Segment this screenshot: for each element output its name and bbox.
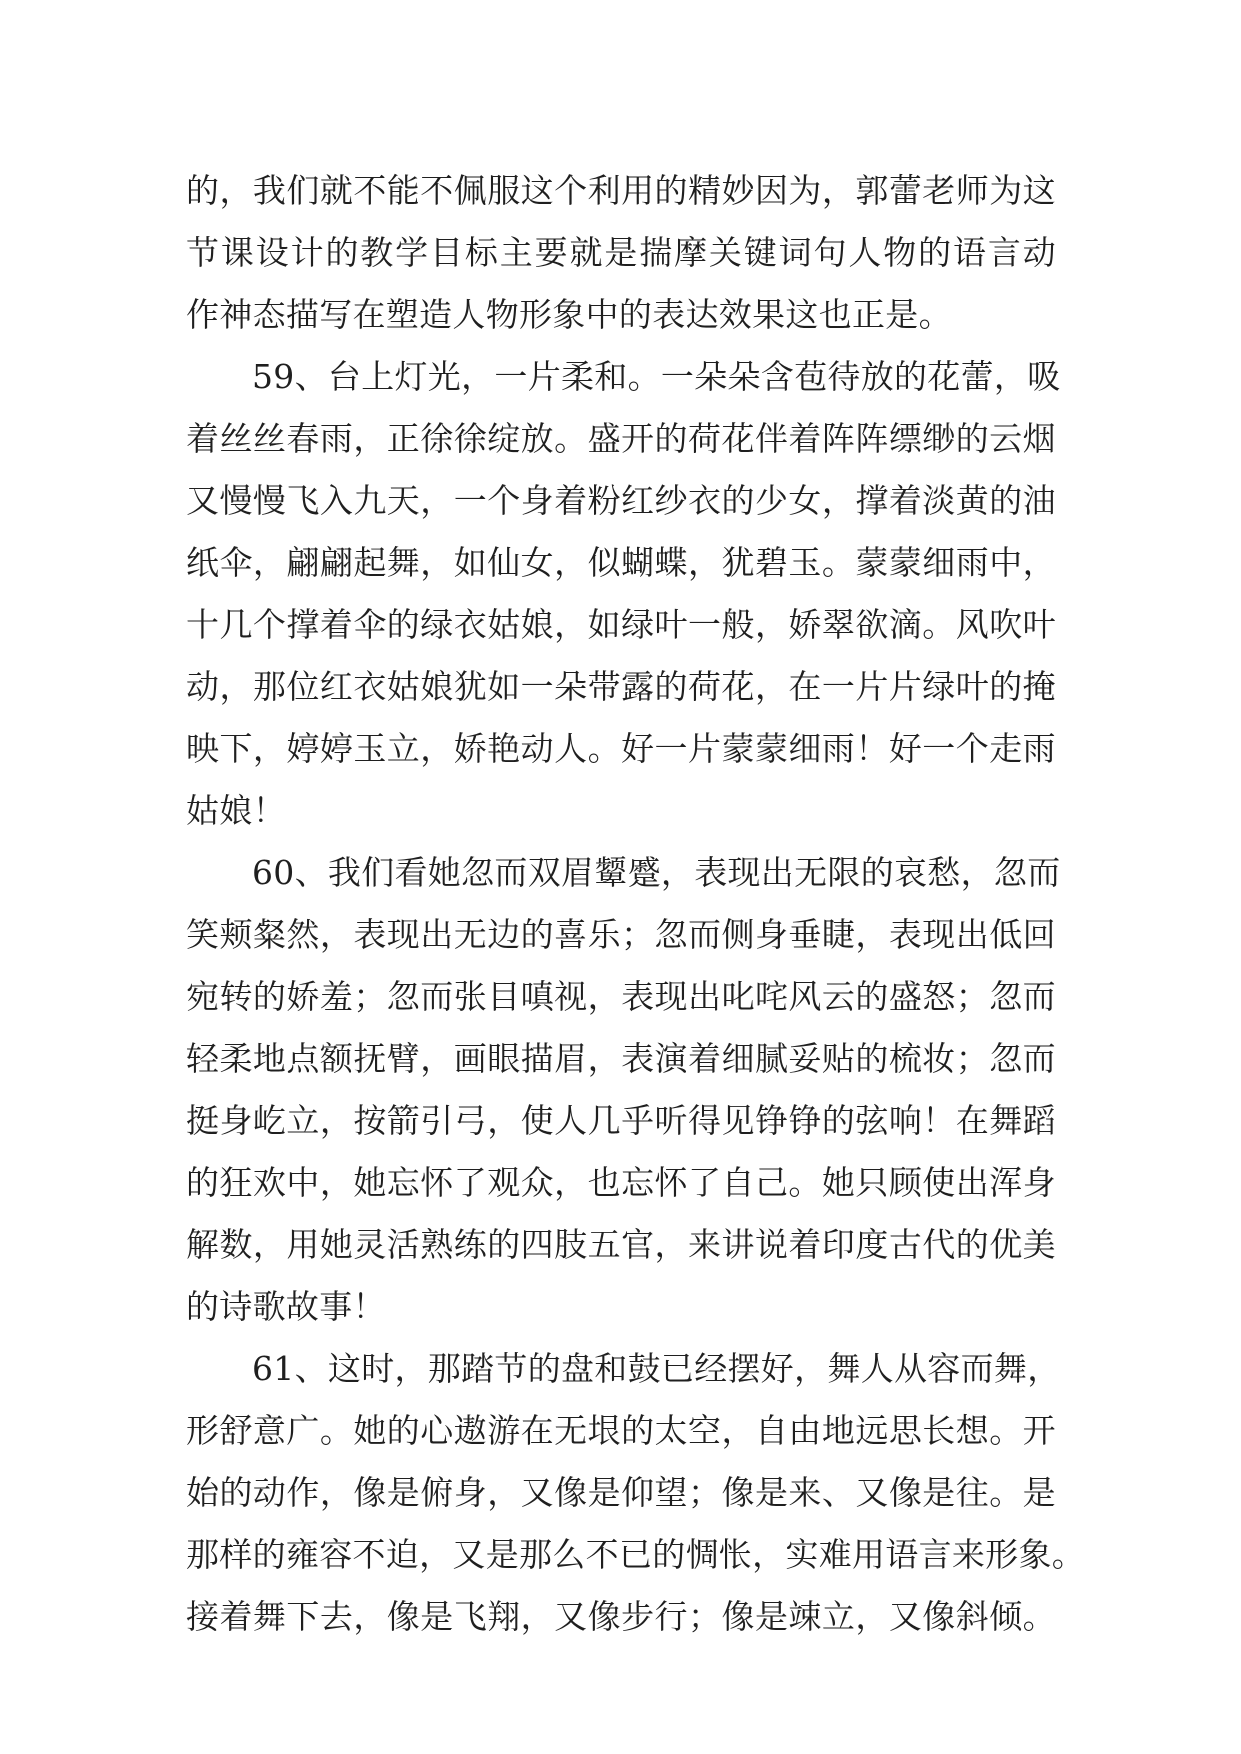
text-line: 动，那位红衣姑娘犹如一朵带露的荷花，在一片片绿叶的掩	[186, 667, 1056, 706]
text-line: 节课设计的教学目标主要就是揣摩关键词句人物的语言动	[186, 233, 1056, 272]
text-line: 的诗歌故事！	[186, 1287, 386, 1326]
text-line: 作神态描写在塑造人物形象中的表达效果这也正是。	[186, 295, 952, 334]
text-line: 纸伞，翩翩起舞，如仙女，似蝴蝶，犹碧玉。蒙蒙细雨中，	[186, 543, 1056, 582]
text-line: 又慢慢飞入九天，一个身着粉红纱衣的少女，撑着淡黄的油	[186, 481, 1056, 520]
text-line: 着丝丝春雨，正徐徐绽放。盛开的荷花伴着阵阵缥缈的云烟	[186, 419, 1056, 458]
text-line: 解数，用她灵活熟练的四肢五官，来讲说着印度古代的优美	[186, 1225, 1056, 1264]
text-line: 那样的雍容不迫，又是那么不已的惆怅，实难用语言来形象。	[186, 1535, 1086, 1574]
paragraph-first-line: 61、这时，那踏节的盘和鼓已经摆好，舞人从容而舞，	[252, 1349, 1061, 1388]
text-line: 的，我们就不能不佩服这个利用的精妙因为，郭蕾老师为这	[186, 171, 1056, 210]
paragraph-first-line: 60、我们看她忽而双眉颦蹙，表现出无限的哀愁，忽而	[252, 853, 1061, 892]
text-line: 轻柔地点额抚臂，画眼描眉，表演着细腻妥贴的梳妆；忽而	[186, 1039, 1056, 1078]
text-line: 挺身屹立，按箭引弓，使人几乎听得见铮铮的弦响！在舞蹈	[186, 1101, 1056, 1140]
text-line: 笑颊粲然，表现出无边的喜乐；忽而侧身垂睫，表现出低回	[186, 915, 1056, 954]
text-line: 接着舞下去，像是飞翔，又像步行；像是竦立，又像斜倾。	[186, 1597, 1056, 1636]
text-line: 十几个撑着伞的绿衣姑娘，如绿叶一般，娇翠欲滴。风吹叶	[186, 605, 1056, 644]
text-line: 宛转的娇羞；忽而张目嗔视，表现出叱咤风云的盛怒；忽而	[186, 977, 1056, 1016]
text-line: 形舒意广。她的心遨游在无垠的太空，自由地远思长想。开	[186, 1411, 1056, 1450]
text-line: 的狂欢中，她忘怀了观众，也忘怀了自己。她只顾使出浑身	[186, 1163, 1056, 1202]
text-line: 映下，婷婷玉立，娇艳动人。好一片蒙蒙细雨！好一个走雨	[186, 729, 1056, 768]
document-body	[186, 160, 1086, 1648]
text-line: 始的动作，像是俯身，又像是仰望；像是来、又像是往。是	[186, 1473, 1056, 1512]
paragraph-first-line: 59、台上灯光，一片柔和。一朵朵含苞待放的花蕾，吸	[252, 357, 1061, 396]
text-line: 姑娘！	[186, 791, 286, 830]
